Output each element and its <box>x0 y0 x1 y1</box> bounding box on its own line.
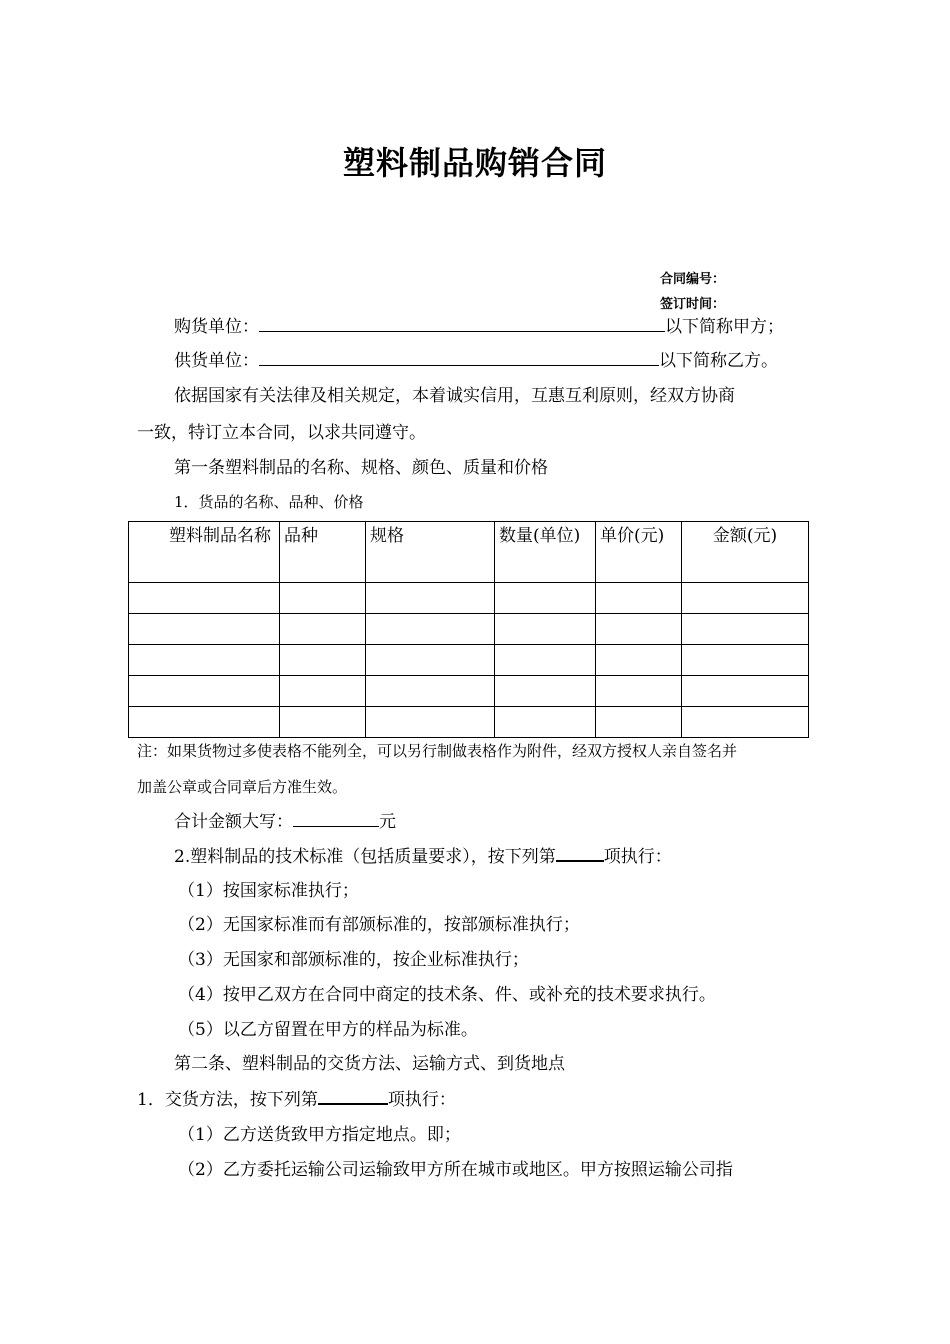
table-cell[interactable] <box>495 707 596 738</box>
standard-option-5: （5）以乙方留置在甲方的样品为标准。 <box>178 1020 478 1040</box>
intro-line-1: 依据国家有关法律及相关规定，本着诚实信用，互惠互利原则，经双方协商 <box>174 386 735 406</box>
buyer-suffix: 以下简称甲方； <box>665 317 784 337</box>
table-cell[interactable] <box>129 645 280 676</box>
goods-table <box>128 521 809 738</box>
table-cell[interactable] <box>596 645 682 676</box>
table-cell[interactable] <box>596 583 682 614</box>
document-title: 塑料制品购销合同 <box>342 144 607 182</box>
table-cell[interactable] <box>596 676 682 707</box>
article1-heading: 第一条塑料制品的名称、规格、颜色、质量和价格 <box>174 458 548 478</box>
table-note-line-2: 加盖公章或合同章后方准生效。 <box>137 778 348 796</box>
table-cell[interactable] <box>129 614 280 645</box>
table-cell[interactable] <box>129 707 280 738</box>
delivery-option-1: （1）乙方送货致甲方指定地点。即； <box>178 1125 461 1145</box>
seller-name-blank[interactable] <box>315 351 633 366</box>
table-cell[interactable] <box>366 707 495 738</box>
table-cell[interactable] <box>280 645 366 676</box>
goods-table-header <box>129 522 809 583</box>
table-row <box>129 614 809 645</box>
article2-sub1 <box>137 1089 456 1111</box>
table-cell[interactable] <box>682 676 809 707</box>
table-cell[interactable] <box>682 583 809 614</box>
table-cell[interactable] <box>280 614 366 645</box>
table-cell[interactable] <box>280 676 366 707</box>
table-cell[interactable] <box>280 707 366 738</box>
col-header-unit-price: 单价(元) <box>596 522 682 583</box>
standard-option-4: （4）按甲乙双方在合同中商定的技术条、件、或补充的技术要求执行。 <box>178 985 716 1005</box>
buyer-blank[interactable] <box>259 317 335 332</box>
table-cell[interactable] <box>366 676 495 707</box>
article1-sub2-prefix: 2.塑料制品的技术标准（包括质量要求），按下列第 <box>174 847 556 867</box>
article2-sub1-suffix: 项执行： <box>387 1090 456 1110</box>
seller-label: 供货单位： <box>174 351 259 371</box>
col-header-name: 塑料制品名称 <box>129 522 280 583</box>
table-cell[interactable] <box>682 707 809 738</box>
standard-option-1: （1）按国家标准执行； <box>178 881 359 901</box>
article2-sub1-prefix: 1．交货方法，按下列第 <box>137 1090 318 1110</box>
seller-suffix: 以下简称乙方。 <box>659 351 778 371</box>
article1-sub2 <box>174 846 672 868</box>
total-amount-label: 合计金额大写： <box>174 812 293 832</box>
total-amount-unit: 元 <box>379 812 396 832</box>
table-cell[interactable] <box>366 614 495 645</box>
contract-number-label: 合同编号： <box>660 272 726 287</box>
table-cell[interactable] <box>596 707 682 738</box>
col-header-variety: 品种 <box>280 522 366 583</box>
table-cell[interactable] <box>366 645 495 676</box>
article1-sub2-suffix: 项执行： <box>603 847 672 867</box>
table-note-line-1: 注：如果货物过多使表格不能列全，可以另行制做表格作为附件，经双方授权人亲自签名并 <box>137 742 738 760</box>
total-amount-line <box>174 811 396 833</box>
table-cell[interactable] <box>495 645 596 676</box>
buyer-label: 购货单位： <box>174 317 259 337</box>
delivery-option-blank[interactable] <box>318 1089 388 1105</box>
table-cell[interactable] <box>495 676 596 707</box>
col-header-amount: 金额(元) <box>682 522 809 583</box>
col-header-quantity: 数量(单位) <box>495 522 596 583</box>
seller-blank-tail[interactable] <box>633 351 659 366</box>
table-row <box>129 707 809 738</box>
table-cell[interactable] <box>280 583 366 614</box>
table-cell[interactable] <box>366 583 495 614</box>
table-row <box>129 676 809 707</box>
intro-line-2: 一致，特订立本合同，以求共同遵守。 <box>137 423 426 443</box>
sign-date-label: 签订时间： <box>660 297 726 312</box>
delivery-option-2: （2）乙方委托运输公司运输致甲方所在城市或地区。甲方按照运输公司指 <box>178 1160 733 1180</box>
table-cell[interactable] <box>682 614 809 645</box>
standard-option-blank[interactable] <box>556 846 604 862</box>
table-cell[interactable] <box>596 614 682 645</box>
article1-sub1: 1．货品的名称、品种、价格 <box>174 493 364 511</box>
total-amount-blank[interactable] <box>293 812 379 827</box>
table-cell[interactable] <box>495 614 596 645</box>
buyer-line <box>174 316 784 338</box>
table-cell[interactable] <box>495 583 596 614</box>
table-row <box>129 583 809 614</box>
table-row <box>129 645 809 676</box>
col-header-spec: 规格 <box>366 522 495 583</box>
standard-option-3: （3）无国家和部颁标准的，按企业标准执行； <box>178 950 529 970</box>
table-cell[interactable] <box>129 676 280 707</box>
standard-option-2: （2）无国家标准而有部颁标准的，按部颁标准执行； <box>178 915 580 935</box>
seller-line <box>174 350 778 372</box>
buyer-name-blank[interactable] <box>335 317 665 332</box>
article2-heading: 第二条、塑料制品的交货方法、运输方式、到货地点 <box>174 1054 565 1074</box>
seller-blank[interactable] <box>259 351 315 366</box>
table-cell[interactable] <box>129 583 280 614</box>
table-cell[interactable] <box>682 645 809 676</box>
